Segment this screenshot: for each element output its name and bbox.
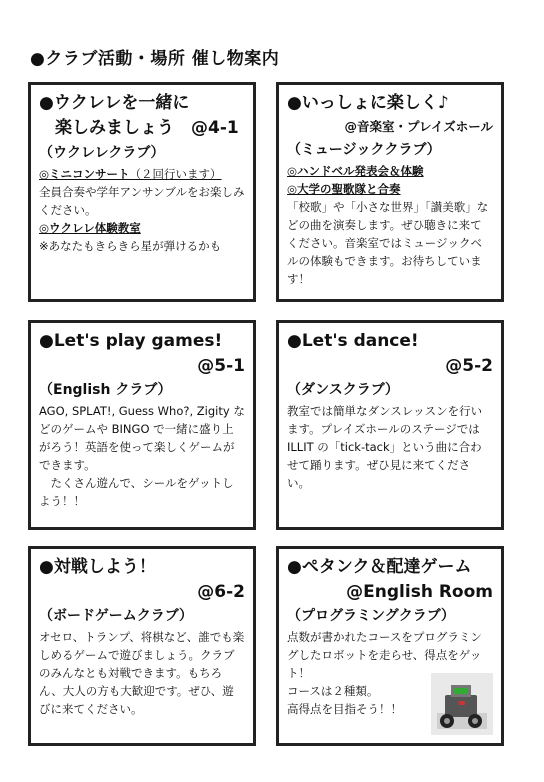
event-description: 点数が書かれたコースをプログラミングしたロボットを走らせ、得点をゲット！: [287, 630, 482, 680]
event-title: ◎大学の聖歌隊と合奏: [287, 182, 401, 196]
card-music: [276, 82, 504, 302]
event-description: コースは２種類。: [287, 684, 379, 698]
card-heading: ●ペタンク＆配達ゲーム: [287, 557, 472, 577]
card-heading: ●Let's play games!: [39, 331, 223, 351]
page-title: ●クラブ活動・場所 催し物案内: [30, 49, 280, 69]
event-description: オセロ、トランプ、将棋など、誰でも楽しめるゲームで遊びましょう。クラブのみんなとも対戦できます。もちろん、大人の方も大歓迎です。ぜひ、遊びに来てください。: [39, 630, 245, 716]
event-description: 教室では簡単なダンスレッスンを行います。プレイズホールのステージでは ILLIT の「tick-tack」という曲に合わせて踊ります。ぜひ見に来てください。: [287, 404, 483, 490]
event-description: 全員合奏や学年アンサンブルをお楽しみください。: [39, 185, 245, 217]
club-name: （English クラブ）: [39, 382, 172, 398]
card-ukulele: [28, 82, 256, 302]
event-description: 「校歌」や「小さな世界」「讃美歌」などの曲を演奏します。ぜひ聴きに来てください。音楽室ではミュージックベルの体験もできます。お待ちしています！: [287, 200, 489, 286]
event-title: ◎ハンドベル発表会＆体験: [287, 164, 424, 178]
card-dance: [276, 320, 504, 530]
card-english: [28, 320, 256, 530]
club-name: （ボードゲームクラブ）: [39, 608, 193, 624]
card-heading: ●ウクレレを一緒に: [39, 93, 190, 113]
club-name: （ダンスクラブ）: [287, 382, 399, 398]
card-heading: ●いっしょに楽しく♪: [287, 93, 449, 113]
event-description: 高得点を目指そう！！: [287, 702, 402, 716]
event-description: ※あなたもきらきら星が弾けるかも: [39, 239, 222, 253]
club-name: （プログラミングクラブ）: [287, 608, 455, 624]
event-title: ◎ウクレレ体験教室: [39, 221, 141, 235]
club-name: （ミュージッククラブ）: [287, 142, 441, 158]
card-location: @6-2: [197, 582, 245, 602]
event-description: たくさん遊んで、シールをゲットしよう！！: [39, 476, 234, 508]
event-description: AGO, SPLAT!, Guess Who?, Zigity などのゲームや BINGO で一緒に盛り上がろう！英語を使って楽しくゲームができます。: [39, 404, 245, 472]
robot-photo: [431, 673, 493, 735]
club-name: （ウクレレクラブ）: [39, 145, 165, 161]
card-location: @5-2: [445, 356, 493, 376]
card-programming: [276, 546, 504, 746]
card-heading: ●対戦しよう！: [39, 557, 156, 577]
card-heading-cont: 楽しみましょう @4-1: [55, 118, 239, 138]
card-location: @English Room: [346, 582, 493, 602]
event-title: ◎ミニコンサート（２回行います）: [39, 167, 222, 181]
card-location: @5-1: [197, 356, 245, 376]
card-heading: ●Let's dance!: [287, 331, 419, 351]
card-boardgame: [28, 546, 256, 746]
card-location: @音楽室・プレイズホール: [344, 119, 493, 134]
